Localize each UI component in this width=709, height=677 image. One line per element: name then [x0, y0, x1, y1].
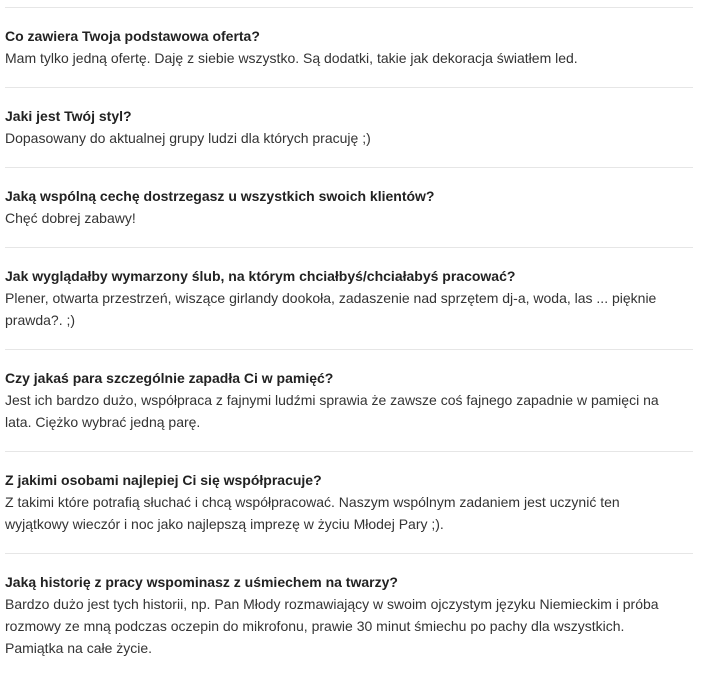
faq-question: Jaki jest Twój styl?	[5, 108, 132, 124]
faq-answer: Bardzo dużo jest tych historii, np. Pan Młody rozmawiający w swoim ojczystym języku Niemieckim i próba rozmowy ze mną podczas oczepin do mikrofonu, prawie 30 minut śmiechu po pachy dla wszystkich. Pamiątka na całe życie.	[5, 596, 659, 656]
faq-answer: Chęć dobrej zabawy!	[5, 210, 136, 226]
faq-item	[5, 7, 693, 87]
faq-answer: Dopasowany do aktualnej grupy ludzi dla których pracuję ;)	[5, 130, 371, 146]
faq-question: Jaką historię z pracy wspominasz z uśmiechem na twarzy?	[5, 574, 398, 590]
faq-answer: Mam tylko jedną ofertę. Daję z siebie wszystko. Są dodatki, takie jak dekoracja światłem led.	[5, 50, 578, 66]
faq-item	[5, 451, 693, 553]
faq-answer: Z takimi które potrafią słuchać i chcą współpracować. Naszym wspólnym zadaniem jest uczynić ten wyjątkowy wieczór i noc jako najlepszą imprezę w życiu Młodej Pary ;).	[5, 494, 620, 532]
faq-question: Czy jakaś para szczególnie zapadła Ci w pamięć?	[5, 370, 334, 386]
faq-question: Jaką wspólną cechę dostrzegasz u wszystkich swoich klientów?	[5, 188, 435, 204]
faq-answer: Plener, otwarta przestrzeń, wiszące girlandy dookoła, zadaszenie nad sprzętem dj-a, woda, las ... pięknie prawda?. ;)	[5, 290, 657, 328]
faq-question: Z jakimi osobami najlepiej Ci się współpracuje?	[5, 472, 322, 488]
faq-item	[5, 247, 693, 349]
faq-question: Co zawiera Twoja podstawowa oferta?	[5, 28, 260, 44]
faq-answer: Jest ich bardzo dużo, współpraca z fajnymi ludźmi sprawia że zawsze coś fajnego zapadnie w pamięci na lata. Ciężko wybrać jedną parę.	[5, 392, 659, 430]
faq-item	[5, 167, 693, 247]
faq-list	[5, 7, 693, 677]
faq-item	[5, 349, 693, 451]
faq-question: Jak wyglądałby wymarzony ślub, na którym chciałbyś/chciałabyś pracować?	[5, 268, 516, 284]
faq-item	[5, 553, 693, 677]
faq-item	[5, 87, 693, 167]
